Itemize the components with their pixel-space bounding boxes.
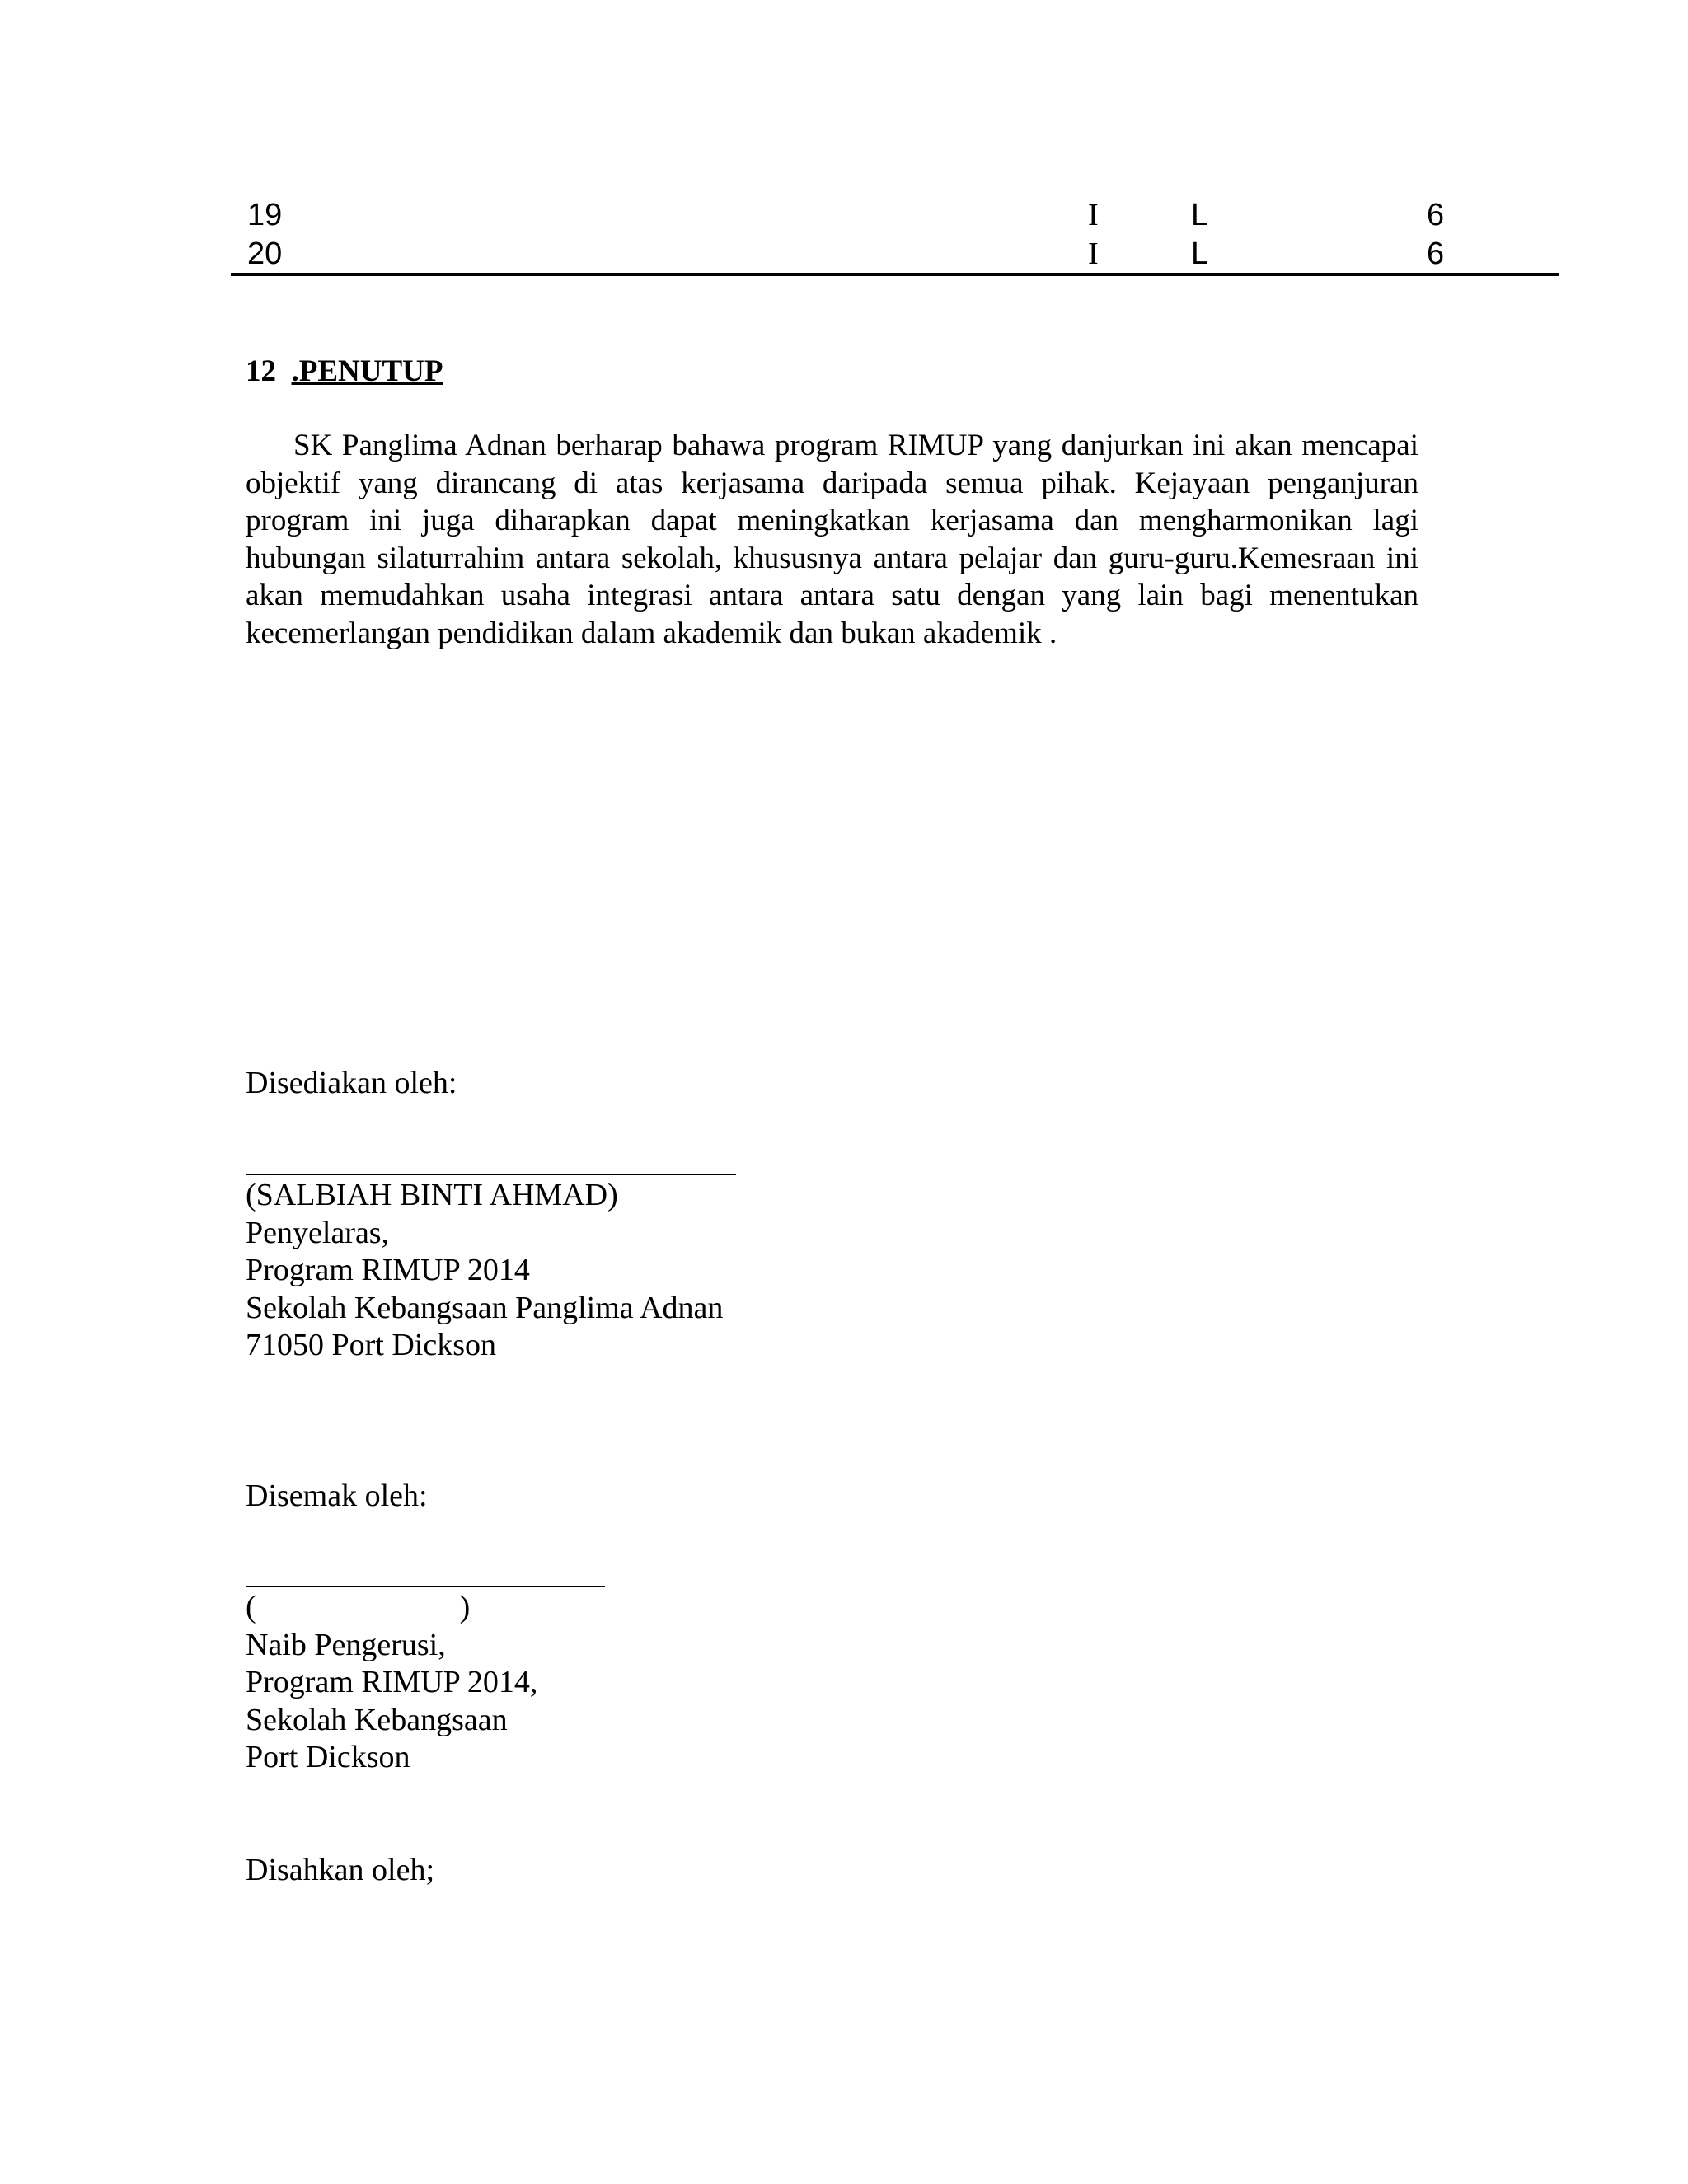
reviewed-signatory-block <box>246 1589 537 1777</box>
table-bottom-rule <box>231 273 1559 276</box>
approved-label: Disahkan oleh; <box>246 1853 435 1887</box>
section-number: 12 <box>246 354 276 388</box>
row-cell-value: 6 <box>1427 237 1445 271</box>
section-heading <box>246 353 443 391</box>
reviewed-name: ( ) <box>246 1590 471 1624</box>
reviewed-address: Port Dickson <box>246 1740 410 1774</box>
reviewed-label: Disemak oleh: <box>246 1479 428 1513</box>
prepared-role: Penyelaras, <box>246 1215 390 1250</box>
approved-label-block <box>246 1852 434 1890</box>
prepared-signatory-block <box>246 1177 723 1365</box>
row-cell-class: I <box>1088 198 1099 232</box>
prepared-label-block <box>246 1065 457 1103</box>
row-cell-gender: L <box>1191 237 1209 271</box>
reviewed-label-block <box>246 1478 428 1516</box>
reviewed-school: Sekolah Kebangsaan <box>246 1702 508 1737</box>
prepared-address: 71050 Port Dickson <box>246 1328 496 1362</box>
row-cell-gender: L <box>1191 198 1209 232</box>
table-row <box>0 235 1688 273</box>
row-number: 19 <box>247 198 283 232</box>
closing-paragraph: SK Panglima Adnan berharap bahawa program RIMUP yang danjurkan ini akan mencapai objektif yang dirancang di atas kerjasama daripada semua pihak. Kejayaan penganjuran program ini juga diharapkan dapat meningkatkan kerjasama dan mengharmonikan lagi hubungan silaturrahim antara sekolah, khususnya antara pelajar dan guru-guru.Kemesraan ini akan memudahkan usaha integrasi antara antara satu dengan yang lain bagi menentukan kecemerlangan pendidikan dalam akademik dan bukan akademik . <box>246 429 1418 650</box>
row-cell-value: 6 <box>1427 198 1445 232</box>
row-number: 20 <box>247 237 283 271</box>
row-cell-class: I <box>1088 237 1099 271</box>
section-title: .PENUTUP <box>291 354 443 388</box>
prepared-school: Sekolah Kebangsaan Panglima Adnan <box>246 1290 724 1325</box>
reviewed-signature-line <box>246 1586 605 1587</box>
prepared-program: Program RIMUP 2014 <box>246 1253 530 1287</box>
reviewed-role: Naib Pengerusi, <box>246 1627 446 1662</box>
prepared-signature-line <box>246 1174 736 1175</box>
prepared-name: (SALBIAH BINTI AHMAD) <box>246 1178 618 1212</box>
prepared-label: Disediakan oleh: <box>246 1066 457 1100</box>
reviewed-program: Program RIMUP 2014, <box>246 1665 538 1699</box>
table-row <box>0 196 1688 234</box>
